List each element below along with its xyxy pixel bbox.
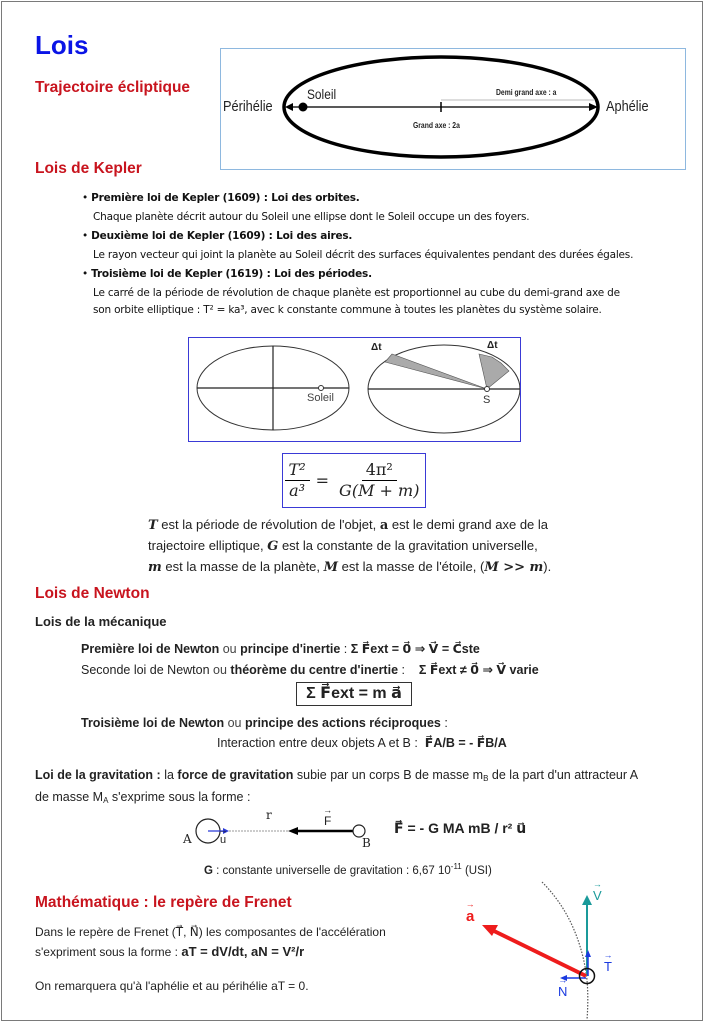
formula-lhs bbox=[285, 460, 310, 501]
label-grand-axe: Grand axe : 2a bbox=[413, 120, 460, 130]
desc-line-3: m est la masse de la planète, M est la masse de l'étoile, (M >> m). bbox=[148, 559, 552, 575]
frenet-text bbox=[35, 922, 386, 962]
document-page bbox=[1, 1, 703, 1021]
gravitation-line-2: de masse $M_A$ s'exprime sous la forme : bbox=[35, 790, 251, 805]
newton-boxed-formula: Σ F⃗ext = m a⃗ bbox=[296, 682, 412, 706]
gravitation-text bbox=[35, 766, 685, 810]
label-u: → u bbox=[220, 834, 226, 846]
kepler-law-3-text-1: Le carré de la période de révolution de chaque planète est proportionnel au cube du demi-grand axe de bbox=[93, 287, 620, 299]
label-n-vector: → N bbox=[558, 984, 567, 999]
label-perihelie: Périhélie bbox=[223, 98, 273, 115]
area-sector-2 bbox=[479, 354, 509, 389]
label-soleil: Soleil bbox=[307, 86, 337, 102]
tangent-vector-head bbox=[585, 950, 591, 957]
newton-law-2: Seconde loi de Newton ou théorème du centre d'inertie : Σ F⃗ext ≠ 0⃗ ⇒ V⃗ varie bbox=[81, 663, 539, 677]
kepler-figure bbox=[188, 337, 521, 442]
kepler-law-3-title: • Troisième loi de Kepler (1619) : Loi des périodes. bbox=[82, 268, 372, 280]
label-aphelie: Aphélie bbox=[606, 98, 649, 115]
kepler-law-2-title: • Deuxième loi de Kepler (1609) : Loi des aires. bbox=[82, 230, 353, 242]
frenet-note: On remarquera qu'à l'aphélie et au périhélie aT = 0. bbox=[35, 979, 309, 993]
kepler-law-3-text-2: son orbite elliptique : T² = ka³, avec k constante commune à toutes les planètes du système solaire. bbox=[93, 304, 602, 316]
formula-equals: = bbox=[315, 471, 330, 490]
formula-rhs-den: G(M + m) bbox=[339, 481, 420, 500]
newton-law-3-formula: F⃗A/B = - F⃗B/A bbox=[424, 736, 507, 750]
right-sun bbox=[485, 387, 490, 392]
trajectory-curve bbox=[542, 882, 588, 1020]
label-soleil-kepler: Soleil bbox=[307, 392, 334, 404]
velocity-vector-head bbox=[582, 895, 592, 905]
gravitation-diagram bbox=[172, 806, 382, 856]
formula-lhs-num: T² bbox=[285, 460, 310, 481]
label-demi-grand-axe: Demi grand axe : a bbox=[496, 87, 557, 97]
heading-kepler: Lois de Kepler bbox=[35, 160, 142, 177]
heading-trajectoire: Trajectoire écliptique bbox=[35, 79, 191, 96]
heading-frenet: Mathématique : le repère de Frenet bbox=[35, 894, 292, 911]
label-a: A bbox=[183, 832, 192, 846]
label-v-vector: → V bbox=[593, 888, 602, 903]
kepler-diagram bbox=[189, 338, 520, 441]
desc-line-1: T est la période de révolution de l'objet, a est le demi grand axe de la bbox=[148, 517, 549, 533]
kepler-law-2-text: Le rayon vecteur qui joint la planète au Soleil décrit des surfaces équivalentes pendant des durées égales. bbox=[93, 249, 634, 261]
desc-line-2: trajectoire elliptique, G est la constante de la gravitation universelle, bbox=[148, 538, 538, 554]
label-a-vector: → a bbox=[466, 908, 474, 925]
label-f: → F bbox=[324, 814, 331, 828]
acceleration-vector bbox=[492, 930, 586, 976]
newton-law-1: Première loi de Newton ou principe d'inertie : Σ F⃗ext = 0⃗ ⇒ V⃗ = C⃗ste bbox=[81, 642, 480, 656]
label-delta-t-1: Δt bbox=[371, 342, 382, 353]
ellipse-figure bbox=[220, 48, 686, 170]
frenet-line-1: Dans le repère de Frenet (T⃗, N⃗) les composantes de l'accélération bbox=[35, 925, 386, 939]
kepler-formula bbox=[282, 453, 426, 508]
subheading-mecanique: Lois de la mécanique bbox=[35, 614, 167, 629]
kepler-variables-description bbox=[148, 515, 551, 578]
label-s: S bbox=[483, 394, 491, 406]
force-vector-f-head bbox=[288, 827, 298, 835]
formula-lhs-den: a³ bbox=[289, 481, 306, 500]
label-t-vector: → T bbox=[604, 959, 612, 974]
gravitation-line-1: Loi de la gravitation : la force de gravitation subie par un corps B de masse $m_B$ de la part d'un attracteur A bbox=[35, 768, 639, 783]
formula-rhs bbox=[335, 460, 423, 501]
newton-law-2-formula: Σ F⃗ext ≠ 0⃗ ⇒ V⃗ varie bbox=[418, 663, 539, 677]
label-b: B bbox=[362, 836, 371, 850]
sun-dot bbox=[299, 103, 308, 112]
kepler-law-1-title: • Première loi de Kepler (1609) : Loi des orbites. bbox=[82, 192, 360, 204]
frenet-diagram bbox=[452, 872, 632, 1022]
newton-law-1-formula: Σ F⃗ext = 0⃗ ⇒ V⃗ = C⃗ste bbox=[350, 642, 480, 656]
label-r: r bbox=[266, 808, 272, 822]
frenet-figure bbox=[452, 872, 632, 1022]
label-delta-t-2: Δt bbox=[487, 340, 498, 351]
heading-newton: Lois de Newton bbox=[35, 585, 150, 602]
formula-rhs-num: 4π² bbox=[362, 460, 397, 481]
area-sector-1 bbox=[385, 354, 487, 389]
arrow-left-head bbox=[285, 103, 293, 111]
gravitation-constant: G : constante universelle de gravitation : 6,67 $10^{-11}$ (USI) bbox=[204, 862, 492, 877]
newton-law-3-interaction: Interaction entre deux objets A et B : F⃗A/B = - F⃗B/A bbox=[217, 736, 507, 750]
frenet-formula: aT = dV/dt, aN = V²/r bbox=[181, 944, 305, 959]
kepler-law-1-text: Chaque planète décrit autour du Soleil une ellipse dont le Soleil occupe un des foyers. bbox=[93, 211, 530, 223]
gravitation-figure bbox=[172, 806, 382, 856]
kepler-laws-list bbox=[82, 192, 672, 321]
frenet-line-2: s'expriment sous la forme : aT = dV/dt, aN = V²/r bbox=[35, 944, 305, 959]
gravitation-formula: F⃗ = - G MA mB / r² u⃗ bbox=[394, 820, 527, 836]
page-title: Lois bbox=[35, 30, 89, 60]
left-sun bbox=[319, 386, 324, 391]
newton-law-3: Troisième loi de Newton ou principe des actions réciproques : bbox=[81, 716, 448, 730]
